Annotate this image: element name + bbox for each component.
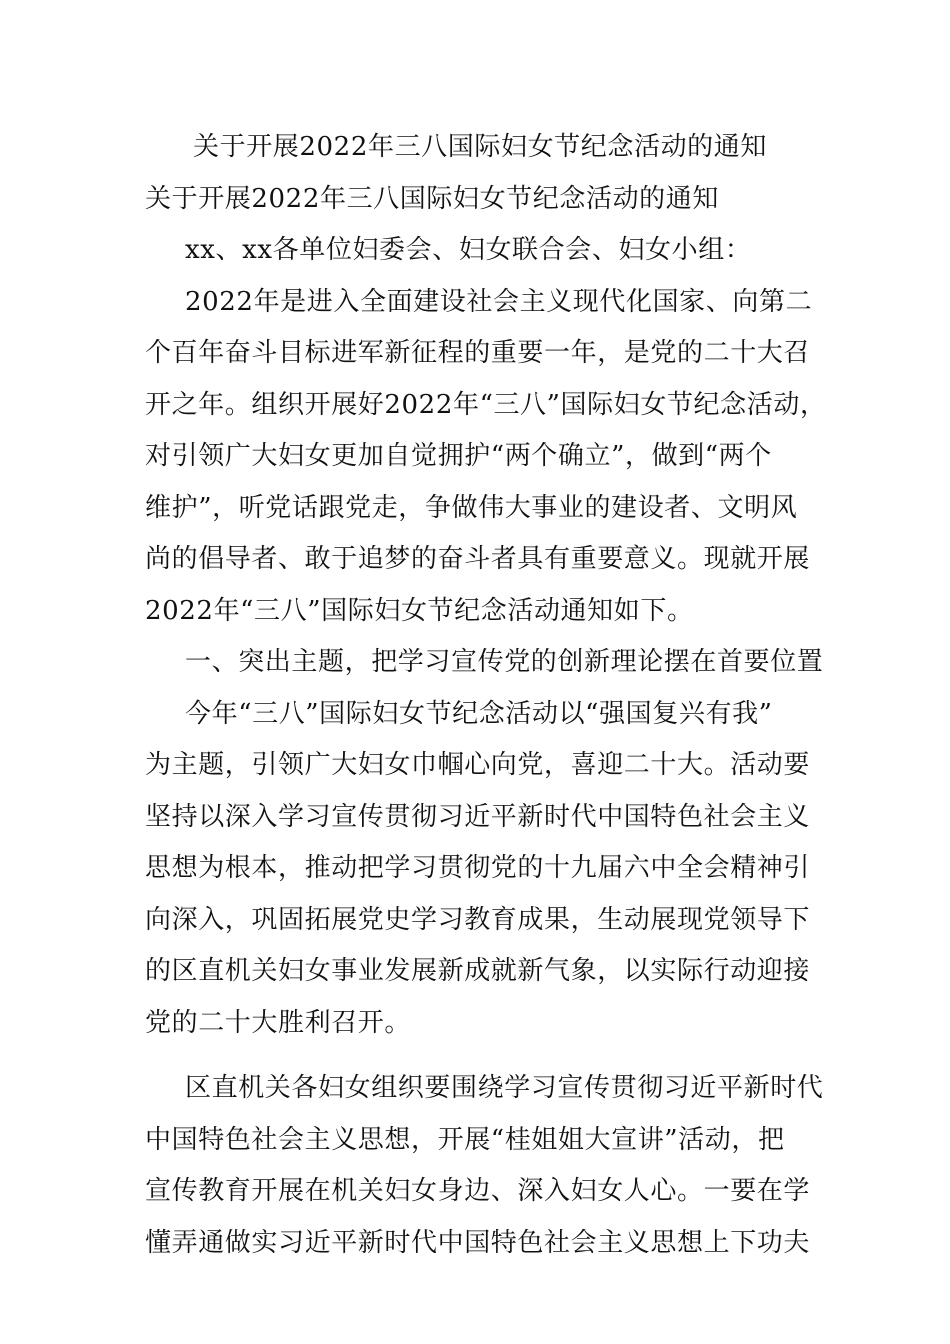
paragraph-1-line: 2022年“三八”国际妇女节纪念活动通知如下。 [145,595,694,626]
paragraph-3-line: 懂弄通做实习近平新时代中国特色社会主义思想上下功夫 [145,1227,811,1258]
document-title-line-2: 关于开展2022年三八国际妇女节纪念活动的通知 [145,183,719,214]
document-body [145,122,827,1269]
paragraph-2-line: 党的二十大胜利召开。 [145,1007,412,1038]
paragraph-1-line: 2022年是进入全面建设社会主义现代化国家、向第二 [185,286,813,317]
paragraph-1-line: 开之年。组织开展好2022年“三八”国际妇女节纪念活动， [145,389,827,420]
paragraph-3-line: 宣传教育开展在机关妇女身边、深入妇女人心。一要在学 [145,1176,811,1206]
document-title-line-1: 关于开展2022年三八国际妇女节纪念活动的通知 [193,132,767,162]
paragraph-spacer [145,1049,810,1063]
paragraph-1-line: 维护”，听党话跟党走，争做伟大事业的建设者、文明风 [145,492,798,523]
paragraph-2-line: 的区直机关妇女事业发展新成就新气象，以实际行动迎接 [145,956,811,986]
paragraph-1-line: 尚的倡导者、敢于追梦的奋斗者具有重要意义。现就开展 [145,544,811,574]
paragraph-1-line: 对引领广大妇女更加自觉拥护“两个确立”，做到“两个 [145,441,772,471]
paragraph-1-line: 个百年奋斗目标进军新征程的重要一年，是党的二十大召 [145,338,811,368]
paragraph-2-line: 坚持以深入学习宣传贯彻习近平新时代中国特色社会主义 [145,801,811,832]
paragraph-3-line: 区直机关各妇女组织要围绕学习宣传贯彻习近平新时代 [185,1073,824,1103]
paragraph-2-line: 为主题，引领广大妇女巾帼心向党，喜迎二十大。活动要 [145,750,811,780]
paragraph-2-line: 思想为根本，推动把学习贯彻党的十九届六中全会精神引 [145,853,811,883]
salutation: xx、xx各单位妇委会、妇女联合会、妇女小组： [185,235,752,265]
section-heading: 一、突出主题，把学习宣传党的创新理论摆在首要位置 [185,647,824,677]
paragraph-2-line: 今年“三八”国际妇女节纪念活动以“强国复兴有我” [185,698,773,729]
paragraph-3-line: 中国特色社会主义思想，开展“桂姐姐大宣讲”活动，把 [145,1124,785,1155]
paragraph-2-line: 向深入，巩固拓展党史学习教育成果，生动展现党领导下 [145,904,811,935]
